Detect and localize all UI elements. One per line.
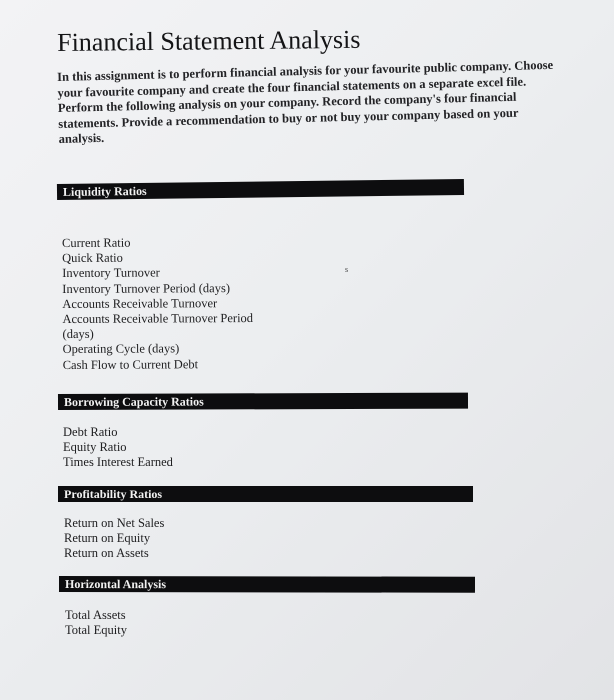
list-item: (days): [62, 327, 94, 342]
list-item: Equity Ratio: [63, 440, 127, 455]
stray-mark: s: [345, 265, 349, 274]
horizontal-analysis-list: [65, 608, 127, 638]
list-item: Inventory Turnover: [62, 265, 160, 281]
list-item: Debt Ratio: [63, 425, 118, 439]
section-heading: Horizontal Analysis: [64, 577, 167, 592]
section-heading: Liquidity Ratios: [62, 183, 147, 199]
list-item: Operating Cycle (days): [62, 341, 180, 357]
section-header-horizontal-analysis: [59, 576, 475, 593]
section-header-profitability-ratios: [58, 486, 473, 502]
liquidity-ratios-list: [62, 235, 253, 373]
section-header-borrowing-capacity-ratios: [58, 393, 468, 410]
document-title: Financial Statement Analysis: [57, 24, 361, 57]
section-heading: Borrowing Capacity Ratios: [63, 394, 204, 409]
section-heading: Profitability Ratios: [64, 487, 163, 501]
list-item: Times Interest Earned: [63, 455, 173, 470]
list-item: Total Equity: [65, 623, 127, 638]
borrowing-capacity-ratios-list: [63, 425, 173, 471]
list-item: Inventory Turnover Period (days): [62, 280, 231, 296]
list-item: Quick Ratio: [62, 250, 123, 266]
list-item: Accounts Receivable Turnover: [62, 296, 218, 311]
profitability-ratios-list: [64, 516, 164, 562]
intro-paragraph: In this assignment is to perform financial analysis for your favourite public company. Choose your favourite company and create the four financial statements on a separate excel file. Perform the following analysis on your company. Record the company's four financial statements. Provide a recommendation to buy or not buy your company based on your analysis.: [57, 57, 554, 146]
list-item: Return on Equity: [64, 531, 151, 546]
list-item: Return on Net Sales: [64, 516, 165, 530]
section-header-liquidity-ratios: [57, 179, 464, 200]
list-item: Return on Assets: [64, 546, 149, 561]
list-item: Total Assets: [65, 608, 126, 622]
list-item: Current Ratio: [62, 235, 131, 250]
list-item: Accounts Receivable Turnover Period: [62, 311, 254, 327]
list-item: Cash Flow to Current Debt: [62, 356, 199, 372]
